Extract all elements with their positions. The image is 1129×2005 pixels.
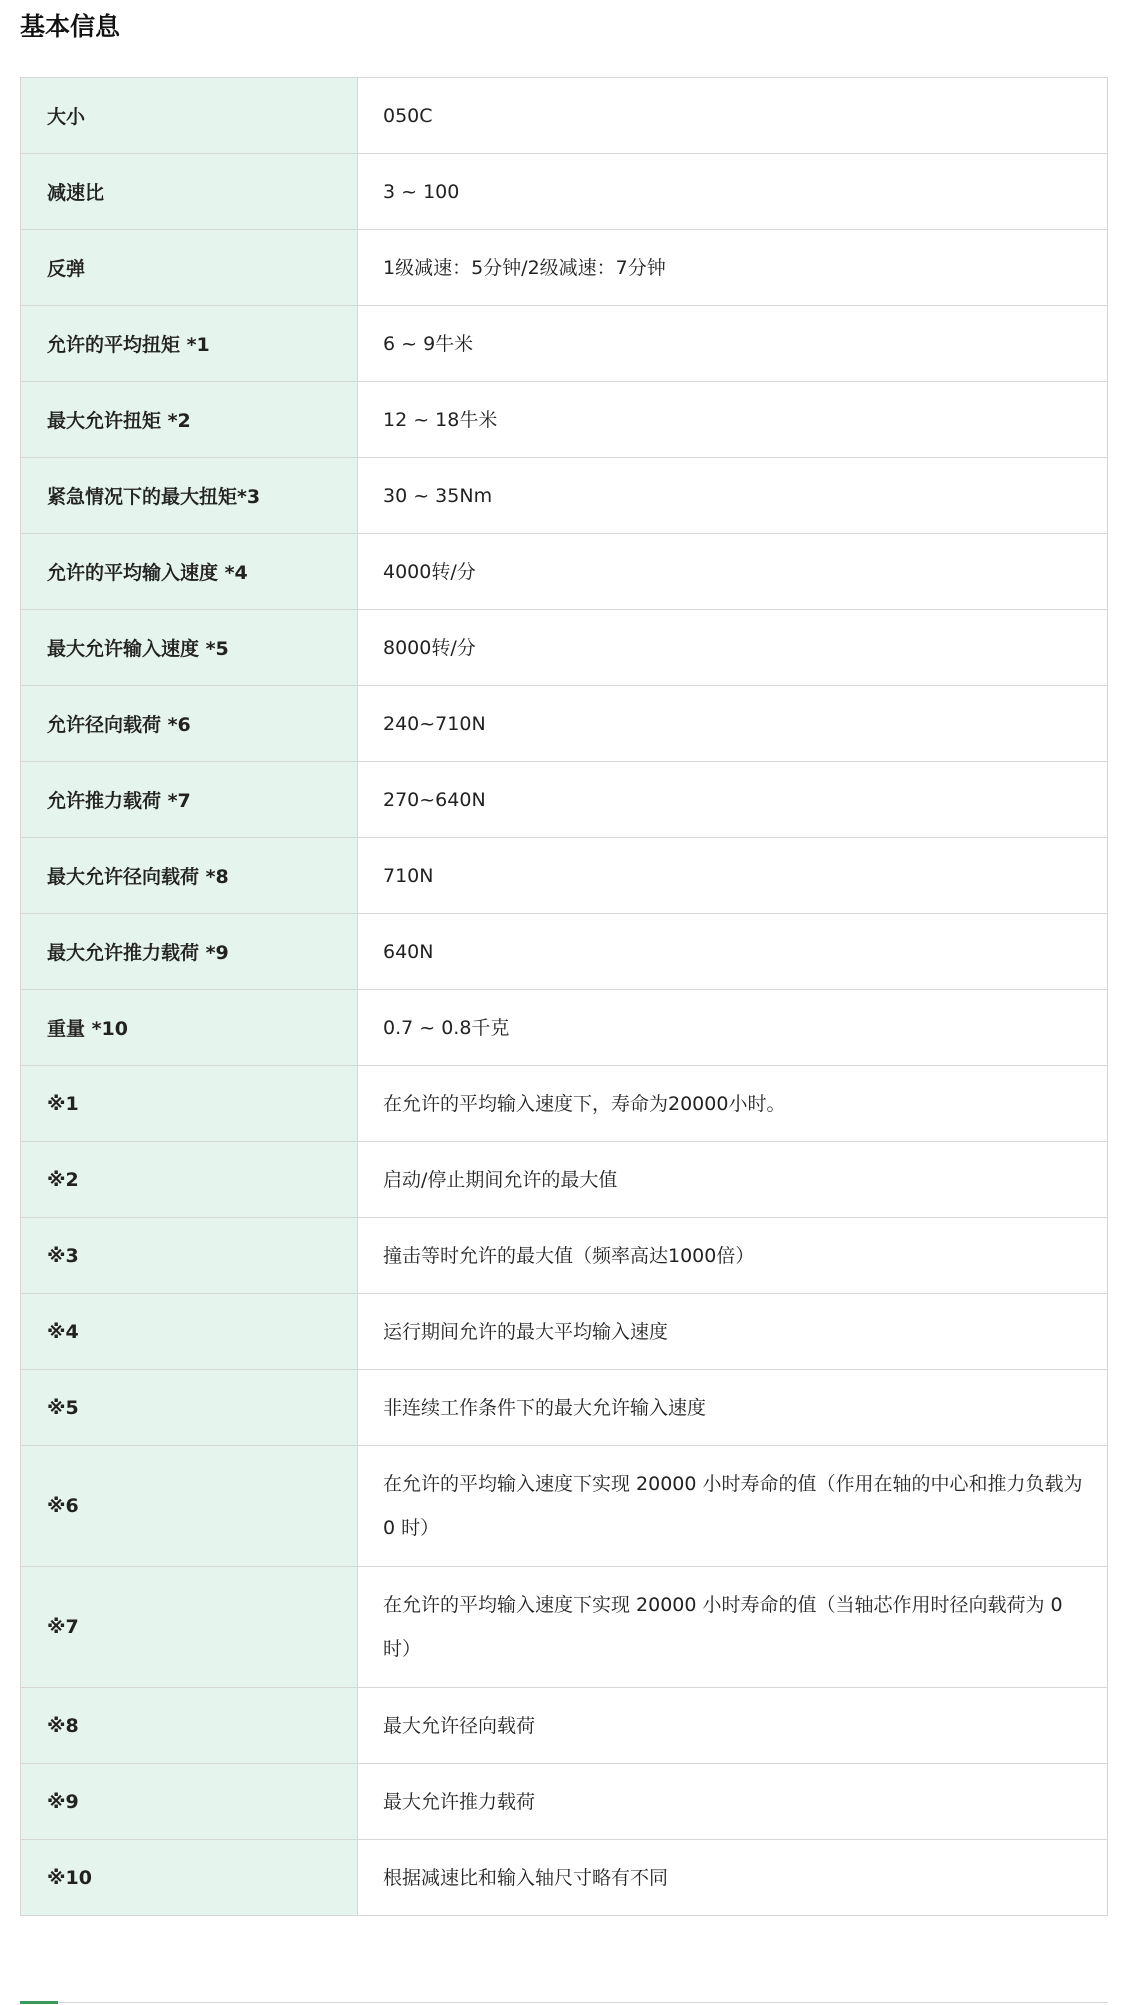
row-label: 最大允许径向载荷 *8 <box>21 838 358 914</box>
row-value: 270~640N <box>358 762 1108 838</box>
row-label: ※2 <box>21 1142 358 1218</box>
table-row <box>21 154 1108 230</box>
row-value: 6 ~ 9牛米 <box>358 306 1108 382</box>
table-row <box>21 1294 1108 1370</box>
spec-table <box>20 77 1108 1916</box>
row-label: 最大允许扭矩 *2 <box>21 382 358 458</box>
row-value: 启动/停止期间允许的最大值 <box>358 1142 1108 1218</box>
table-row <box>21 686 1108 762</box>
table-row <box>21 1066 1108 1142</box>
table-row <box>21 762 1108 838</box>
row-label: ※6 <box>21 1446 358 1567</box>
row-value: 最大允许径向载荷 <box>358 1688 1108 1764</box>
table-row <box>21 1142 1108 1218</box>
row-label: 允许径向载荷 *6 <box>21 686 358 762</box>
table-row <box>21 458 1108 534</box>
row-value: 在允许的平均输入速度下实现 20000 小时寿命的值（作用在轴的中心和推力负载为 0 时） <box>358 1446 1108 1567</box>
table-row <box>21 914 1108 990</box>
row-value: 非连续工作条件下的最大允许输入速度 <box>358 1370 1108 1446</box>
table-row <box>21 382 1108 458</box>
row-value: 4000转/分 <box>358 534 1108 610</box>
table-row <box>21 838 1108 914</box>
table-row <box>21 1370 1108 1446</box>
page-title: 基本信息 <box>20 12 121 41</box>
row-value: 根据减速比和输入轴尺寸略有不同 <box>358 1840 1108 1916</box>
row-label: ※7 <box>21 1567 358 1688</box>
table-row <box>21 78 1108 154</box>
row-label: ※5 <box>21 1370 358 1446</box>
row-value: 1级减速：5分钟/2级减速：7分钟 <box>358 230 1108 306</box>
row-value: 运行期间允许的最大平均输入速度 <box>358 1294 1108 1370</box>
table-row <box>21 306 1108 382</box>
table-row <box>21 534 1108 610</box>
row-label: 允许推力载荷 *7 <box>21 762 358 838</box>
row-label: ※3 <box>21 1218 358 1294</box>
row-value: 0.7 ~ 0.8千克 <box>358 990 1108 1066</box>
row-label: 减速比 <box>21 154 358 230</box>
row-label: ※8 <box>21 1688 358 1764</box>
table-row <box>21 1446 1108 1567</box>
row-value: 8000转/分 <box>358 610 1108 686</box>
table-row <box>21 1764 1108 1840</box>
row-value: 30 ~ 35Nm <box>358 458 1108 534</box>
table-row <box>21 1218 1108 1294</box>
table-row <box>21 1567 1108 1688</box>
table-row <box>21 610 1108 686</box>
row-value: 240~710N <box>358 686 1108 762</box>
row-value: 在允许的平均输入速度下，寿命为20000小时。 <box>358 1066 1108 1142</box>
row-value: 撞击等时允许的最大值（频率高达1000倍） <box>358 1218 1108 1294</box>
row-label: ※9 <box>21 1764 358 1840</box>
row-label: ※4 <box>21 1294 358 1370</box>
row-label: 大小 <box>21 78 358 154</box>
row-label: 最大允许输入速度 *5 <box>21 610 358 686</box>
section-divider <box>20 2002 1108 2003</box>
row-value: 640N <box>358 914 1108 990</box>
row-label: 允许的平均扭矩 *1 <box>21 306 358 382</box>
row-value: 12 ~ 18牛米 <box>358 382 1108 458</box>
row-label: 重量 *10 <box>21 990 358 1066</box>
section-divider-accent <box>20 2001 58 2004</box>
table-row <box>21 1688 1108 1764</box>
row-label: ※1 <box>21 1066 358 1142</box>
row-value: 710N <box>358 838 1108 914</box>
row-value: 050C <box>358 78 1108 154</box>
table-row <box>21 990 1108 1066</box>
row-label: 紧急情况下的最大扭矩*3 <box>21 458 358 534</box>
row-label: 最大允许推力载荷 *9 <box>21 914 358 990</box>
row-label: ※10 <box>21 1840 358 1916</box>
row-value: 3 ~ 100 <box>358 154 1108 230</box>
row-value: 最大允许推力载荷 <box>358 1764 1108 1840</box>
table-row <box>21 1840 1108 1916</box>
row-label: 允许的平均输入速度 *4 <box>21 534 358 610</box>
row-value: 在允许的平均输入速度下实现 20000 小时寿命的值（当轴芯作用时径向载荷为 0 时） <box>358 1567 1108 1688</box>
table-row <box>21 230 1108 306</box>
row-label: 反弹 <box>21 230 358 306</box>
